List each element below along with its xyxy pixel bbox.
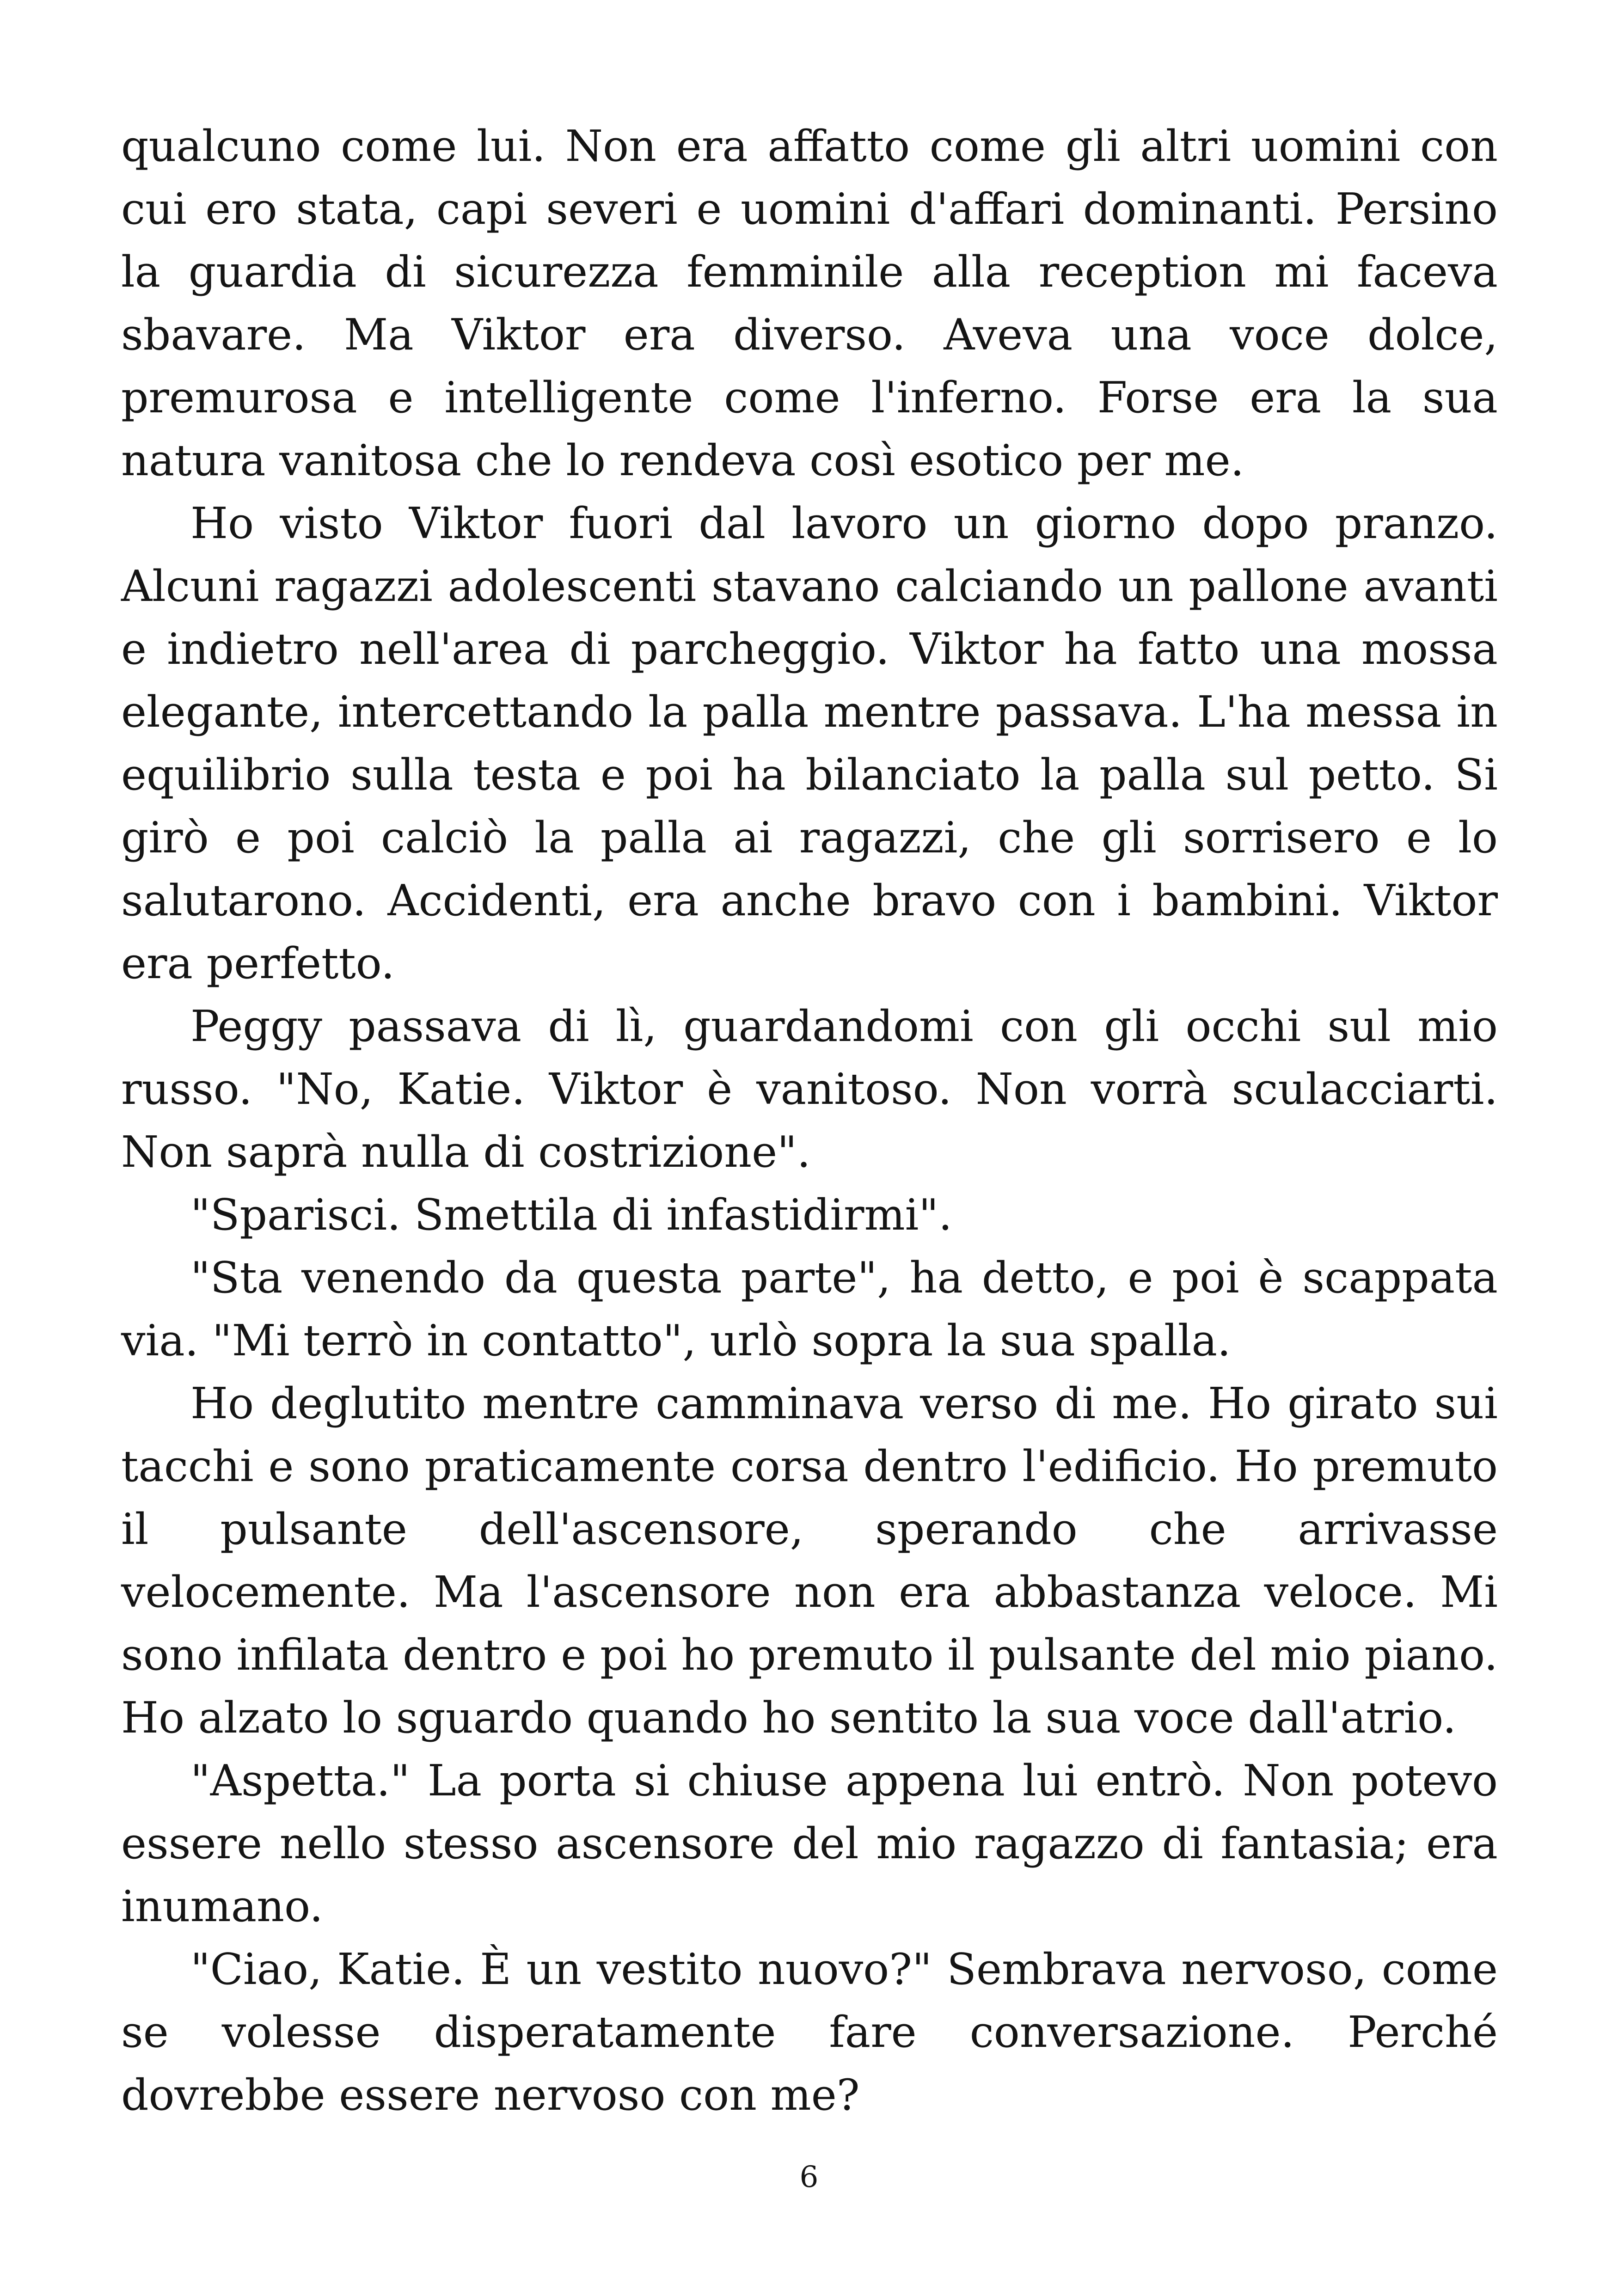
paragraph: "Sparisci. Smettila di infastidirmi". xyxy=(190,1190,952,1240)
paragraph: "Sta venendo da questa parte", ha detto, e poi è scappata via. "Mi terrò in contatto", urlò sopra la sua spalla. xyxy=(121,1253,1498,1365)
paragraph: Ho deglutito mentre camminava verso di me. Ho girato sui tacchi e sono praticamente corsa dentro l'edificio. Ho premuto il pulsante dell'ascensore, sperando che arrivasse velocemente. Ma l'ascensore non era abbastanza veloce. Mi sono infilata dentro e poi ho premuto il pulsante del mio piano. Ho alzato lo sguardo quando ho sentito la sua voce dall'atrio. xyxy=(121,1378,1498,1743)
body-text xyxy=(121,115,1498,2126)
paragraph: qualcuno come lui. Non era affatto come gli altri uomini con cui ero stata, capi severi e uomini d'affari dominanti. Persino la guardia di sicurezza femminile alla reception mi faceva sbavare. Ma Viktor era diverso. Aveva una voce dolce, premurosa e intelligente come l'inferno. Forse era la sua natura vanitosa che lo rendeva così esotico per me. xyxy=(121,121,1498,485)
paragraph: Peggy passava di lì, guardandomi con gli occhi sul mio russo. "No, Katie. Viktor è vanitoso. Non vorrà sculacciarti. Non saprà nulla di costrizione". xyxy=(121,1001,1498,1177)
page-number: 6 xyxy=(799,2160,819,2194)
paragraph: "Ciao, Katie. È un vestito nuovo?" Sembrava nervoso, come se volesse disperatamente fare conversazione. Perché dovrebbe essere nervoso con me? xyxy=(121,1944,1498,2120)
paragraph: "Aspetta." La porta si chiuse appena lui entrò. Non potevo essere nello stesso ascensore del mio ragazzo di fantasia; era inumano. xyxy=(121,1756,1498,1931)
paragraph: Ho visto Viktor fuori dal lavoro un giorno dopo pranzo. Alcuni ragazzi adolescenti stavano calciando un pallone avanti e indietro nell'area di parcheggio. Viktor ha fatto una mossa elegante, intercettando la palla mentre passava. L'ha messa in equilibrio sulla testa e poi ha bilanciato la palla sul petto. Si girò e poi calciò la palla ai ragazzi, che gli sorrisero e lo salutarono. Accidenti, era anche bravo con i bambini. Viktor era perfetto. xyxy=(121,498,1498,988)
